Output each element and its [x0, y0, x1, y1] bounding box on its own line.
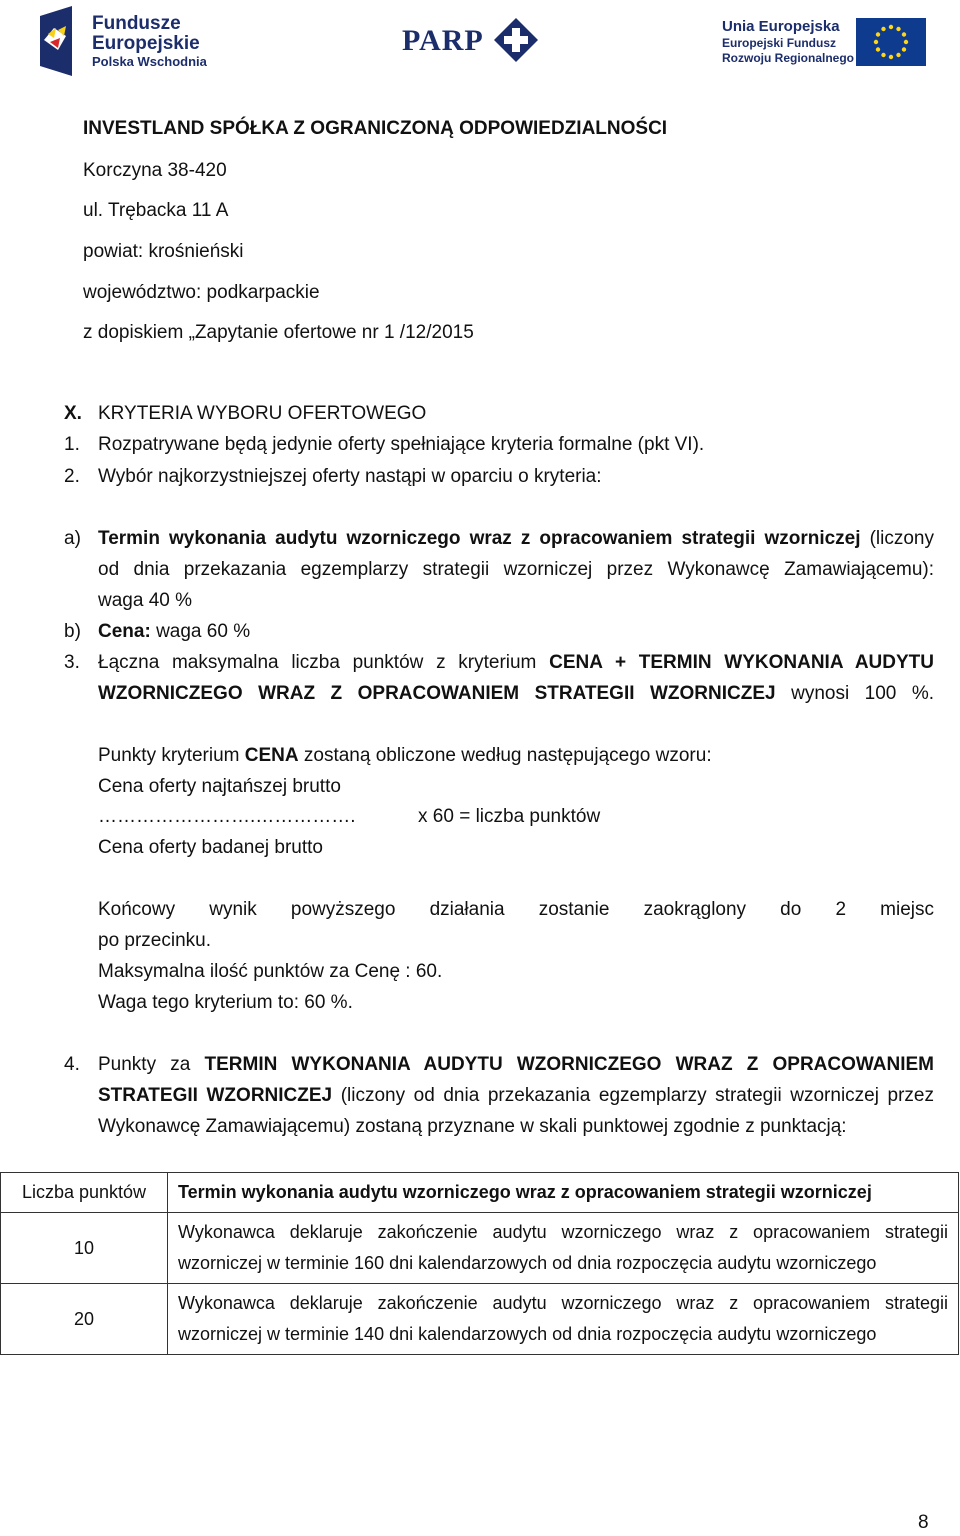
- item4-line1-bold: TERMIN WYKONANIA AUDYTU WZORNICZEGO WRAZ Z OPRACOWANIEM: [204, 1054, 935, 1075]
- criterion-a-title: Termin wykonania audytu wzorniczego wraz z opracowaniem strategii wzorniczej: [98, 528, 861, 549]
- address-street: ul. Trębacka 11 A: [83, 200, 229, 221]
- formula-intro: [98, 745, 712, 767]
- formula-intro-pre: Punkty kryterium: [98, 745, 240, 766]
- item1-text: Rozpatrywane będą jedynie oferty spełniające kryteria formalne (pkt VI).: [98, 434, 705, 455]
- parp-emblem-icon: [494, 18, 538, 62]
- table-cell-desc: Wykonawca deklaruje zakończenie audytu wzorniczego wraz z opracowaniem strategii wzorniczej w terminie 140 dni kalendarzowych od dnia rozpoczęcia audytu wzorniczego: [168, 1284, 959, 1355]
- table-cell-desc: Wykonawca deklaruje zakończenie audytu wzorniczego wraz z opracowaniem strategii wzorniczej w terminie 160 dni kalendarzowych od dnia rozpoczęcia audytu wzorniczego: [168, 1213, 959, 1284]
- criterion-b-title: Cena:: [98, 621, 151, 642]
- criterion-a-line1: [98, 528, 934, 550]
- table-header-term: Termin wykonania audytu wzorniczego wraz z opracowaniem strategii wzorniczej: [168, 1173, 959, 1213]
- item2-text: Wybór najkorzystniejszej oferty nastąpi w oparciu o kryteria:: [98, 466, 602, 487]
- rounding-line1: Końcowy wynik powyższego działania zostanie zaokrąglony do 2 miejsc: [98, 899, 934, 920]
- criterion-b-text: [98, 621, 250, 643]
- company-name: INVESTLAND SPÓŁKA Z OGRANICZONĄ ODPOWIEDZIALNOŚCI: [83, 118, 668, 139]
- table-header-row: [1, 1173, 959, 1213]
- item1-number: 1.: [64, 434, 80, 455]
- table-row: [1, 1213, 959, 1284]
- item4-line2: [98, 1085, 934, 1107]
- parp-logo: [402, 18, 542, 68]
- table-cell-points: 10: [1, 1213, 168, 1284]
- parp-text: PARP: [402, 24, 484, 57]
- eu-flag-icon: [856, 18, 926, 66]
- fe-line3: Polska Wschodnia: [92, 54, 207, 69]
- item4-line3: Wykonawcę Zamawiającemu) zostaną przyznane w skali punktowej zgodnie z punktacją:: [98, 1116, 847, 1137]
- formula-denominator: Cena oferty badanej brutto: [98, 837, 323, 858]
- criterion-b-label: b): [64, 621, 81, 642]
- ue-line3: Rozwoju Regionalnego: [722, 51, 854, 65]
- table-header-points: Liczba punktów: [1, 1173, 168, 1213]
- address-voivodeship: województwo: podkarpackie: [83, 282, 320, 303]
- formula-multiplier: x 60 = liczba punktów: [418, 806, 601, 827]
- formula-intro-bold: CENA: [244, 745, 299, 766]
- ue-line2: Europejski Fundusz: [722, 36, 837, 50]
- table-cell-points: 20: [1, 1284, 168, 1355]
- page-number: 8: [918, 1512, 929, 1533]
- scoring-table: [0, 1172, 959, 1355]
- item3-line2-rest: wynosi 100 %.: [791, 683, 934, 704]
- section-number: X.: [64, 403, 82, 424]
- fe-emblem-icon: [40, 6, 86, 76]
- formula-numerator: Cena oferty najtańszej brutto: [98, 776, 341, 797]
- criterion-a-rest: (liczony: [869, 528, 934, 549]
- criterion-a-weight: waga 40 %: [98, 590, 193, 611]
- item4-number: 4.: [64, 1054, 80, 1075]
- criterion-b-weight: waga 60 %: [156, 621, 251, 642]
- formula-dots: …………………….…………….: [98, 806, 356, 827]
- item4-line2-rest: (liczony od dnia przekazania egzemplarzy strategii wzorniczej przez: [340, 1085, 934, 1106]
- section-title: KRYTERIA WYBORU OFERTOWEGO: [98, 403, 427, 424]
- formula-intro-post: zostaną obliczone według następującego wzoru:: [303, 745, 712, 766]
- item3-line1-pre: Łączna maksymalna liczba punktów z kryterium: [98, 652, 537, 673]
- rounding-line3: Maksymalna ilość punktów za Cenę : 60.: [98, 961, 443, 982]
- fe-line1: Fundusze: [92, 13, 181, 34]
- item2-number: 2.: [64, 466, 80, 487]
- unia-europejska-logo: [722, 14, 926, 70]
- item3-number: 3.: [64, 652, 80, 673]
- address-city: Korczyna 38-420: [83, 160, 227, 181]
- ue-line1: Unia Europejska: [722, 18, 840, 35]
- fe-line2: Europejskie: [92, 33, 200, 54]
- address-note: z dopiskiem „Zapytanie ofertowe nr 1 /12/2015: [83, 322, 474, 343]
- fundusze-europejskie-logo: [40, 6, 240, 76]
- item3-line1: [98, 652, 934, 674]
- item3-line1-bold: CENA + TERMIN WYKONANIA AUDYTU: [549, 652, 935, 673]
- criterion-a-line2: od dnia przekazania egzemplarzy strategii wzorniczej przez Wykonawcę Zamawiającemu):: [98, 559, 934, 580]
- criterion-a-label: a): [64, 528, 81, 549]
- rounding-line4: Waga tego kryterium to: 60 %.: [98, 992, 353, 1013]
- item3-line2-bold: WZORNICZEGO WRAZ Z OPRACOWANIEM STRATEGII WZORNICZEJ: [98, 683, 776, 704]
- address-county: powiat: krośnieński: [83, 241, 244, 262]
- item4-line2-bold: STRATEGII WZORNICZEJ: [98, 1085, 333, 1106]
- table-row: [1, 1284, 959, 1355]
- rounding-line2: po przecinku.: [98, 930, 212, 951]
- item3-line2: [98, 683, 934, 705]
- item4-line1-pre: Punkty za: [98, 1054, 191, 1075]
- item4-line1: [98, 1054, 934, 1076]
